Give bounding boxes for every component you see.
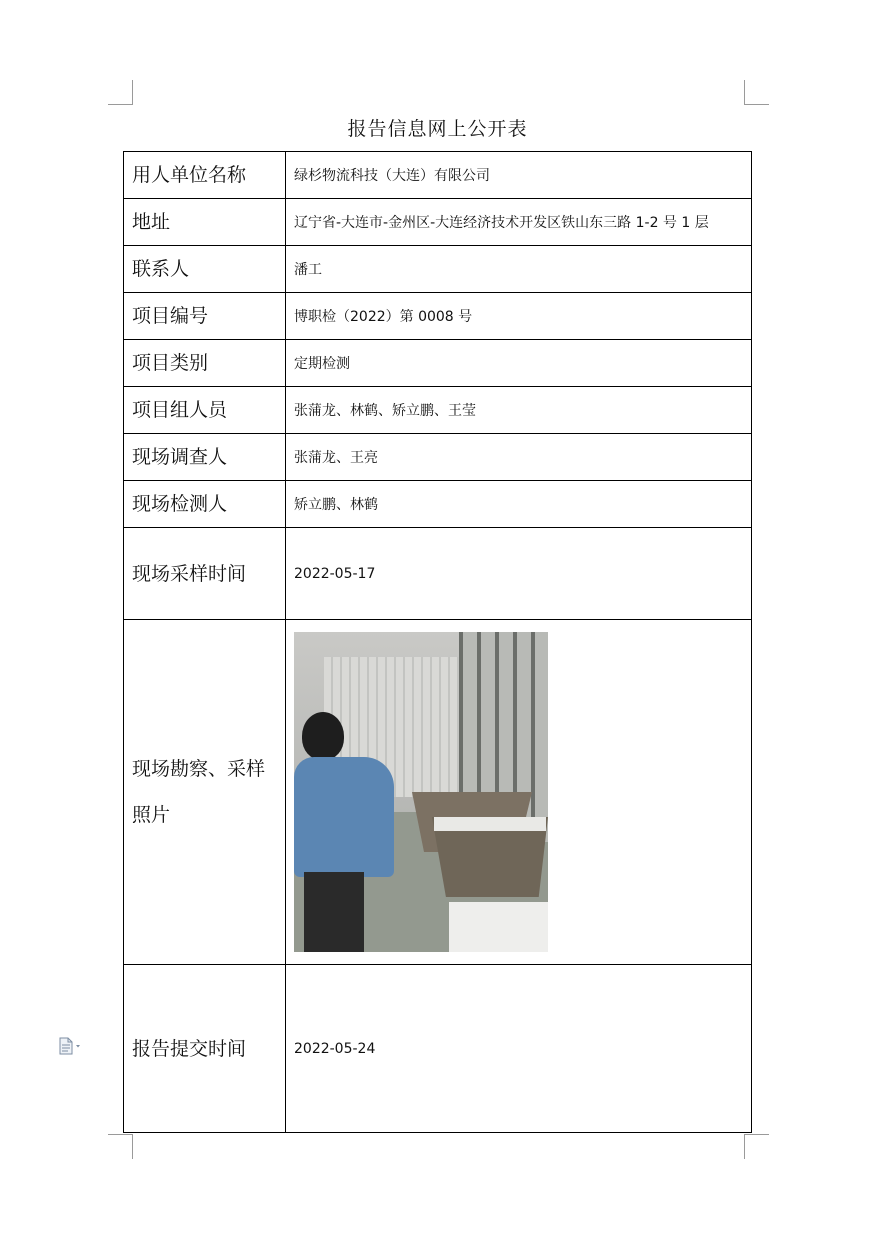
- field-label: 现场调查人: [124, 434, 286, 481]
- field-value: 张蒲龙、林鹤、矫立鹏、王莹: [286, 387, 752, 434]
- table-row: [124, 152, 752, 199]
- photo-cell: [286, 620, 752, 965]
- document-icon[interactable]: [58, 1037, 82, 1055]
- photo-material: [434, 817, 546, 831]
- field-label: 联系人: [124, 246, 286, 293]
- photo-bags: [449, 902, 548, 952]
- field-value: 辽宁省-大连市-金州区-大连经济技术开发区铁山东三路 1-2 号 1 层: [286, 199, 752, 246]
- field-value: 潘工: [286, 246, 752, 293]
- table-row: [124, 246, 752, 293]
- field-value: 张蒲龙、王亮: [286, 434, 752, 481]
- field-label: 现场采样时间: [124, 528, 286, 620]
- page-corner-mark: [744, 1134, 769, 1159]
- field-label: 现场勘察、采样照片: [124, 620, 286, 965]
- field-value: 定期检测: [286, 340, 752, 387]
- field-label: 报告提交时间: [124, 965, 286, 1133]
- table-row: [124, 434, 752, 481]
- table-row: [124, 965, 752, 1133]
- site-survey-photo: [294, 632, 548, 952]
- table-row: [124, 293, 752, 340]
- info-table: [123, 151, 752, 1133]
- table-row: [124, 340, 752, 387]
- field-label: 项目编号: [124, 293, 286, 340]
- field-value: 2022-05-24: [286, 965, 752, 1133]
- document-title: 报告信息网上公开表: [347, 118, 528, 140]
- photo-person-legs: [304, 872, 364, 952]
- field-value: 矫立鹏、林鹤: [286, 481, 752, 528]
- field-value: 2022-05-17: [286, 528, 752, 620]
- field-label: 项目组人员: [124, 387, 286, 434]
- field-value: 绿杉物流科技（大连）有限公司: [286, 152, 752, 199]
- table-row: [124, 528, 752, 620]
- photo-person-jacket: [294, 757, 394, 877]
- field-label: 现场检测人: [124, 481, 286, 528]
- photo-person-head: [302, 712, 344, 760]
- field-label: 用人单位名称: [124, 152, 286, 199]
- page-corner-mark: [744, 80, 769, 105]
- photo-person: [294, 712, 399, 952]
- page-corner-mark: [108, 1134, 133, 1159]
- table-row: [124, 481, 752, 528]
- table-row: [124, 387, 752, 434]
- page-corner-mark: [108, 80, 133, 105]
- field-label: 项目类别: [124, 340, 286, 387]
- field-label: 地址: [124, 199, 286, 246]
- field-value: 博职检（2022）第 0008 号: [286, 293, 752, 340]
- table-row: [124, 199, 752, 246]
- table-row: [124, 620, 752, 965]
